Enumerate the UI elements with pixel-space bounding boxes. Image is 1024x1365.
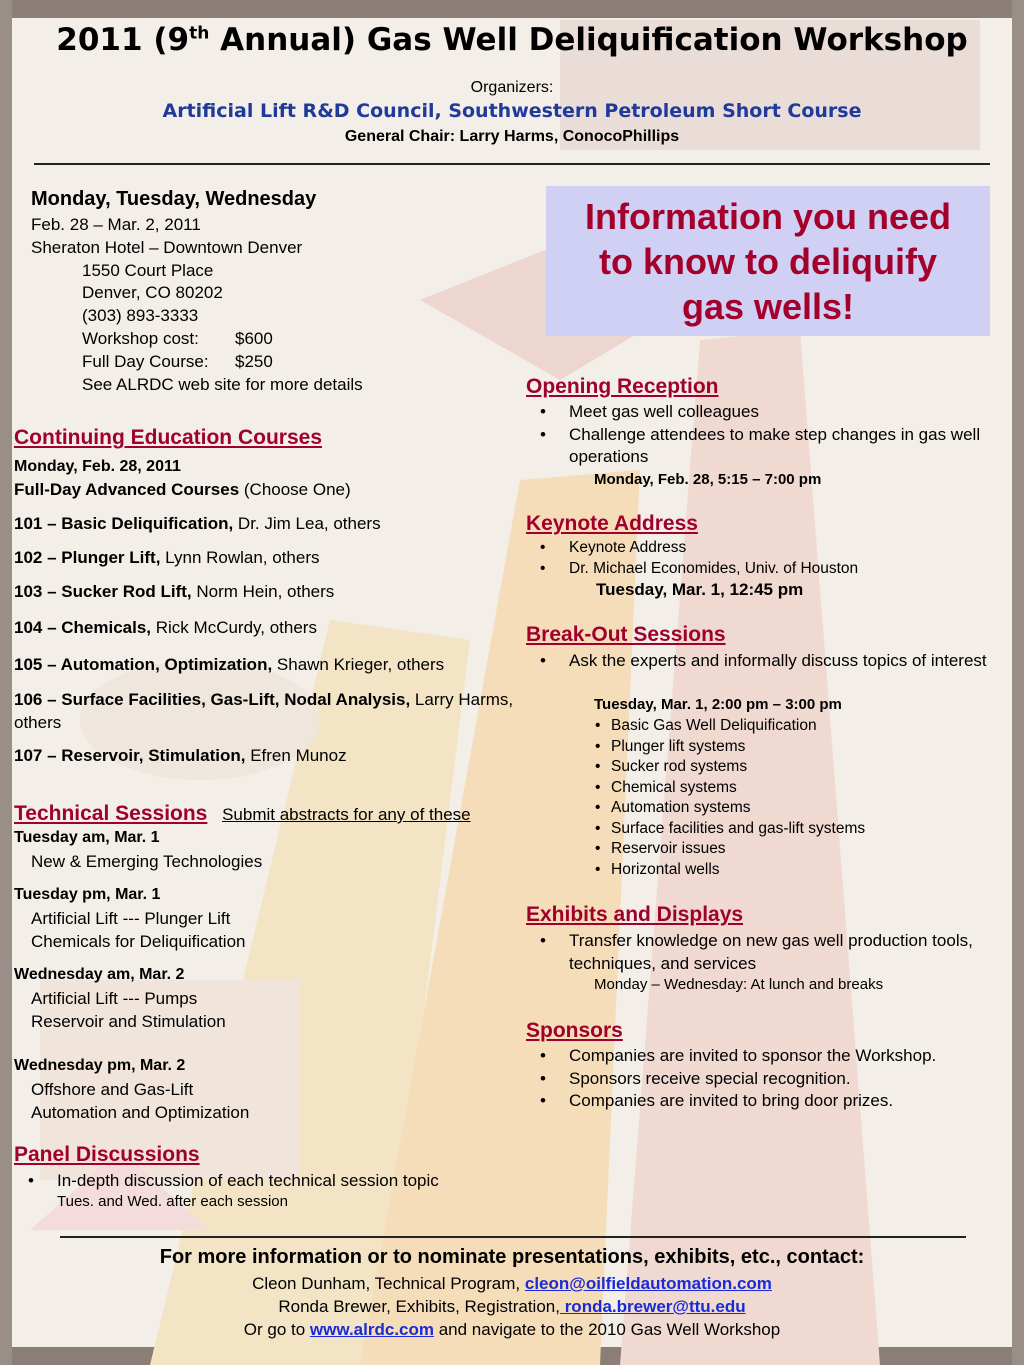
divider-bottom — [60, 1236, 966, 1238]
venue-street: 1550 Court Place — [82, 260, 214, 280]
session-when: Wednesday am, Mar. 2 — [14, 966, 185, 983]
technical-heading: Technical Sessions — [14, 802, 208, 825]
list-item: • Horizontal wells — [595, 860, 995, 881]
list-item: • Companies are invited to bring door prizes. — [526, 1090, 1006, 1113]
session-topic: Offshore and Gas-Lift — [31, 1080, 194, 1099]
workshop-cost: Workshop cost: $600 — [82, 328, 273, 348]
course-item: 101 – Basic Deliquification, Dr. Jim Lea, others — [14, 514, 381, 533]
list-item: • Sucker rod systems — [595, 757, 995, 778]
list-item: • Surface facilities and gas-lift systems — [595, 819, 995, 840]
keynote-list — [526, 538, 996, 579]
venue-days: Monday, Tuesday, Wednesday — [31, 188, 317, 210]
reception-when: Monday, Feb. 28, 5:15 – 7:00 pm — [594, 471, 822, 488]
info-box: Information you need to know to deliquify gas wells! — [546, 186, 990, 336]
venue-phone: (303) 893-3333 — [82, 306, 199, 326]
website-link[interactable]: www.alrdc.com — [309, 1320, 434, 1339]
keynote-heading: Keynote Address — [526, 512, 698, 535]
breakout-when: Tuesday, Mar. 1, 2:00 pm – 3:00 pm — [594, 696, 842, 713]
venue-dates: Feb. 28 – Mar. 2, 2011 — [31, 215, 201, 234]
panel-heading: Panel Discussions — [14, 1143, 200, 1166]
session-when: Wednesday pm, Mar. 2 — [14, 1057, 186, 1074]
list-item: • Automation systems — [595, 798, 995, 819]
organizers: Artificial Lift R&D Council, Southwestern Petroleum Short Course — [162, 100, 862, 122]
courses-subtitle: Full-Day Advanced Courses (Choose One) — [14, 480, 351, 499]
breakout-list — [526, 650, 996, 673]
session-topic: Reservoir and Stimulation — [31, 1012, 226, 1031]
list-item: • Transfer knowledge on new gas well production tools, techniques, and services — [526, 930, 996, 975]
course-item: 102 – Plunger Lift, Lynn Rowlan, others — [14, 548, 320, 567]
session-topic: Artificial Lift --- Pumps — [31, 989, 198, 1008]
list-item: • Basic Gas Well Deliquification — [595, 716, 995, 737]
list-item: • Plunger lift systems — [595, 737, 995, 758]
sponsors-list — [526, 1045, 1006, 1113]
venue-hotel: Sheraton Hotel – Downtown Denver — [31, 237, 303, 257]
list-item: • Reservoir issues — [595, 839, 995, 860]
list-item: • Dr. Michael Economides, Univ. of Houston — [526, 559, 996, 580]
technical-heading-row — [14, 802, 471, 826]
venue-details — [31, 214, 363, 396]
panel-when: Tues. and Wed. after each session — [57, 1193, 288, 1210]
general-chair: General Chair: Larry Harms, ConocoPhillips — [344, 128, 680, 145]
courses-heading: Continuing Education Courses — [14, 426, 322, 449]
list-item: • Chemical systems — [595, 778, 995, 799]
technical-note: Submit abstracts for any of these — [222, 805, 471, 824]
list-item: • Companies are invited to sponsor the Workshop. — [526, 1045, 1006, 1068]
course-item: 105 – Automation, Optimization, Shawn Krieger, others — [14, 655, 445, 674]
divider-top — [34, 163, 990, 165]
course-item: 106 – Surface Facilities, Gas-Lift, Nodal Analysis, Larry Harms, others — [14, 690, 514, 732]
footer-contact-2: Ronda Brewer, Exhibits, Registration, ronda.brewer@ttu.edu — [278, 1297, 746, 1316]
session-topic: New & Emerging Technologies — [31, 852, 263, 871]
exhibits-when: Monday – Wednesday: At lunch and breaks — [594, 976, 884, 993]
sponsors-heading: Sponsors — [526, 1019, 623, 1042]
footer-contact-1: Cleon Dunham, Technical Program, cleon@oilfieldautomation.com — [252, 1274, 772, 1293]
full-day-cost: Full Day Course: $250 — [82, 351, 273, 371]
exhibits-heading: Exhibits and Displays — [526, 903, 744, 926]
session-topic: Chemicals for Deliquification — [31, 932, 246, 951]
email-link-ronda[interactable]: ronda.brewer@ttu.edu — [559, 1297, 746, 1316]
course-item: 104 – Chemicals, Rick McCurdy, others — [14, 618, 317, 637]
page-title: 2011 (9th Annual) Gas Well Deliquification Workshop — [56, 22, 968, 58]
organizers-label: Organizers: — [470, 79, 554, 96]
venue-city: Denver, CO 80202 — [82, 283, 223, 303]
list-item: • Keynote Address — [526, 538, 996, 559]
session-topic: Automation and Optimization — [31, 1103, 250, 1122]
email-link-cleon[interactable]: cleon@oilfieldautomation.com — [524, 1274, 772, 1293]
session-when: Tuesday pm, Mar. 1 — [14, 886, 161, 903]
footer-contact-3: Or go to www.alrdc.com and navigate to the 2010 Gas Well Workshop — [243, 1320, 781, 1339]
panel-list — [14, 1170, 514, 1193]
footer-heading: For more information or to nominate presentations, exhibits, etc., contact: — [159, 1246, 865, 1268]
list-item: • Sponsors receive special recognition. — [526, 1068, 1006, 1091]
list-item: • Ask the experts and informally discuss topics of interest — [526, 650, 996, 673]
list-item: • In-depth discussion of each technical session topic — [14, 1170, 514, 1193]
course-item: 107 – Reservoir, Stimulation, Efren Munoz — [14, 746, 347, 765]
keynote-when: Tuesday, Mar. 1, 12:45 pm — [596, 580, 804, 599]
breakout-topics — [595, 716, 995, 880]
session-when: Tuesday am, Mar. 1 — [14, 829, 160, 846]
session-topic: Artificial Lift --- Plunger Lift — [31, 909, 231, 928]
venue-more: See ALRDC web site for more details — [82, 374, 363, 394]
exhibits-list — [526, 930, 996, 975]
list-item: • Challenge attendees to make step changes in gas well operations — [526, 424, 996, 469]
course-item: 103 – Sucker Rod Lift, Norm Hein, others — [14, 582, 335, 601]
breakout-heading: Break-Out Sessions — [526, 623, 726, 646]
list-item: • Meet gas well colleagues — [526, 401, 996, 424]
reception-list — [526, 401, 996, 469]
reception-heading: Opening Reception — [526, 375, 719, 398]
courses-date: Monday, Feb. 28, 2011 — [14, 458, 181, 475]
